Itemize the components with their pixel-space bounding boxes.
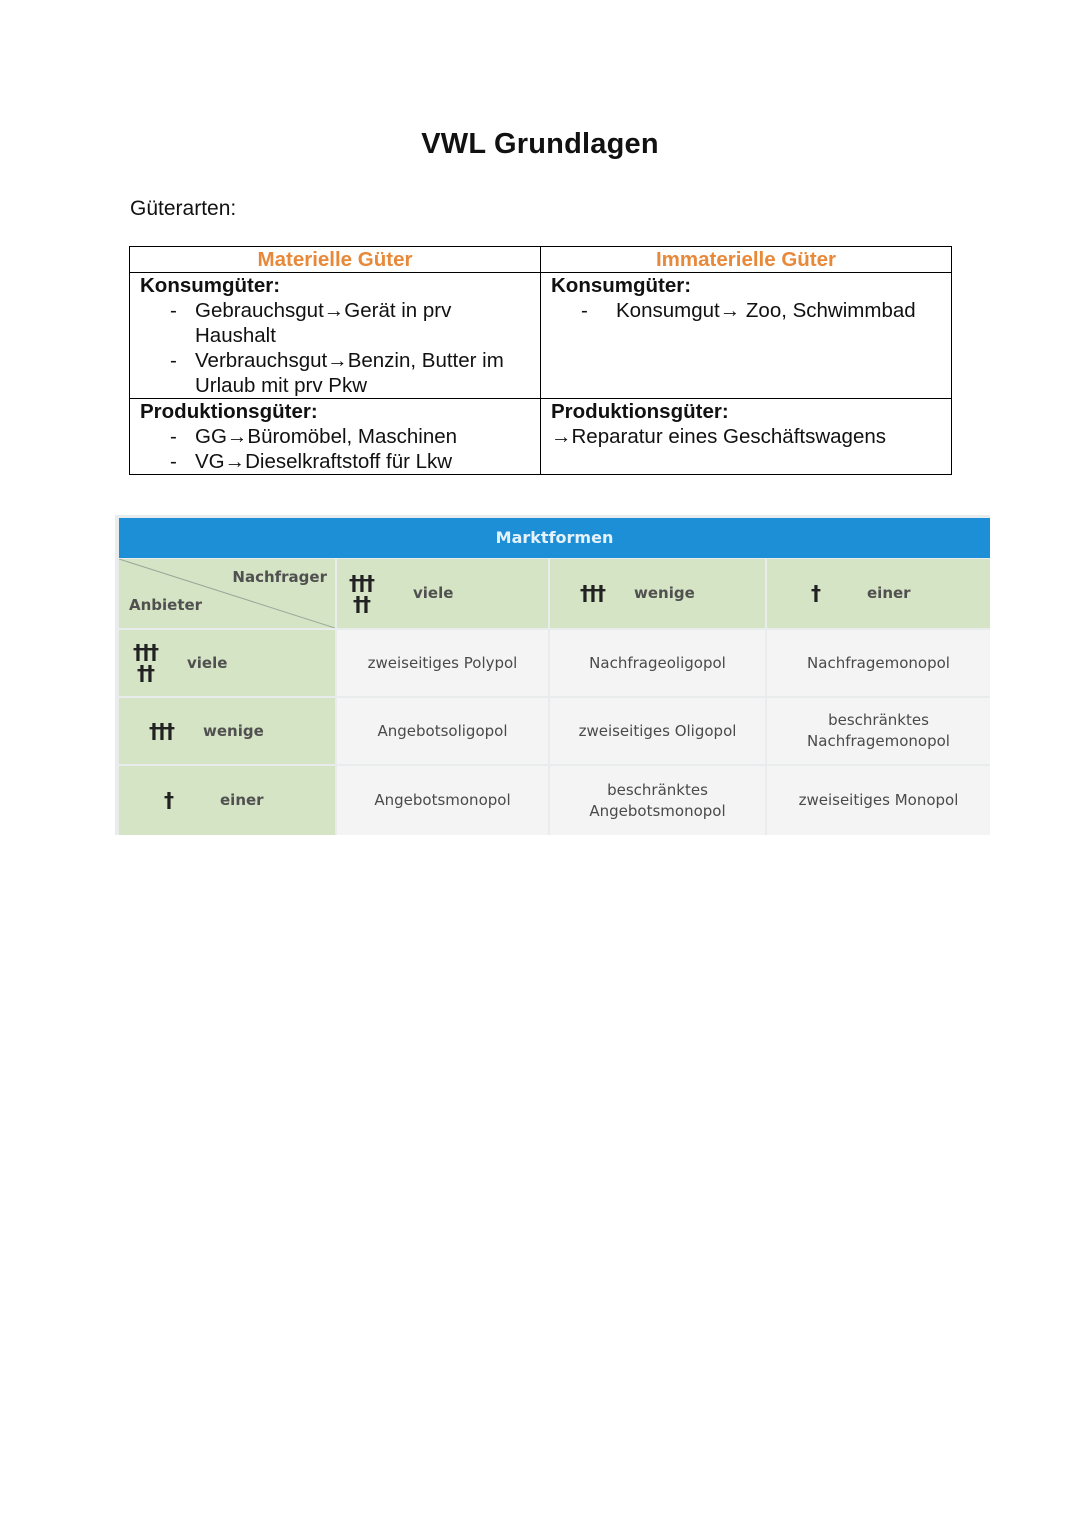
person-icon: ††† — [149, 718, 173, 743]
person-icon: ††† †† — [349, 570, 373, 616]
corner-label-nachfrager: Nachfrager — [232, 568, 327, 586]
item-list — [140, 424, 530, 474]
market-form-cell: Nachfragemonopol — [767, 630, 990, 696]
gueterarten-table — [129, 246, 952, 475]
market-form-cell: zweiseitiges Polypol — [337, 630, 548, 696]
list-item: - GG→Büromöbel, Maschinen — [140, 424, 530, 449]
market-form-cell: beschränktes Nachfragemonopol — [767, 698, 990, 764]
category-title: Produktionsgüter: — [140, 400, 318, 423]
row-label: einer — [220, 791, 264, 809]
category-title: Konsumgüter: — [551, 274, 692, 297]
category-title: Produktionsgüter: — [551, 400, 729, 423]
cell-materiell-produktion — [130, 399, 541, 475]
corner-cell — [119, 559, 335, 628]
market-form-cell: Angebotsoligopol — [337, 698, 548, 764]
list-item: - Verbrauchsgut→Benzin, Butter im Urlaub mit prv Pkw — [140, 348, 530, 398]
market-form-cell: Nachfrageoligopol — [550, 630, 765, 696]
list-item: - VG→Dieselkraftstoff für Lkw — [140, 449, 530, 474]
marktformen-figure — [115, 515, 990, 835]
person-icon: ††† — [580, 581, 604, 605]
corner-label-anbieter: Anbieter — [129, 596, 203, 614]
person-icon: † — [164, 788, 172, 812]
header-materielle-gueter: Materielle Güter — [130, 247, 541, 273]
market-form-cell: zweiseitiges Oligopol — [550, 698, 765, 764]
row-label: wenige — [203, 721, 264, 740]
page-title: VWL Grundlagen — [421, 128, 659, 160]
column-header-wenige — [550, 559, 765, 628]
row-label: viele — [187, 653, 228, 672]
list-item: →Reparatur eines Geschäftswagens — [551, 425, 887, 448]
column-header-viele — [337, 559, 548, 628]
row-header-wenige — [119, 698, 335, 764]
column-label: wenige — [634, 584, 695, 602]
cell-immateriell-produktion — [541, 399, 952, 475]
cell-immateriell-konsum — [541, 273, 952, 399]
item-list — [140, 298, 530, 398]
row-header-viele — [119, 630, 335, 696]
market-form-cell: zweiseitiges Monopol — [767, 766, 990, 835]
column-label: einer — [867, 584, 911, 602]
market-form-cell: Angebotsmonopol — [337, 766, 548, 835]
person-icon: ††† †† — [133, 640, 157, 685]
item-list — [551, 298, 941, 323]
column-header-einer — [767, 559, 990, 628]
category-title: Konsumgüter: — [140, 274, 281, 297]
person-icon: † — [811, 581, 819, 605]
cell-materiell-konsum — [130, 273, 541, 399]
header-immaterielle-gueter: Immaterielle Güter — [541, 247, 952, 273]
section-label-gueterarten: Güterarten: — [130, 197, 237, 220]
market-form-cell: beschränktes Angebotsmonopol — [550, 766, 765, 835]
list-item: - Konsumgut→ Zoo, Schwimmbad — [551, 298, 941, 323]
column-label: viele — [413, 584, 454, 602]
row-header-einer — [119, 766, 335, 835]
list-item: - Gebrauchsgut→Gerät in prv Haushalt — [140, 298, 530, 348]
marktformen-title: Marktformen — [119, 518, 990, 558]
